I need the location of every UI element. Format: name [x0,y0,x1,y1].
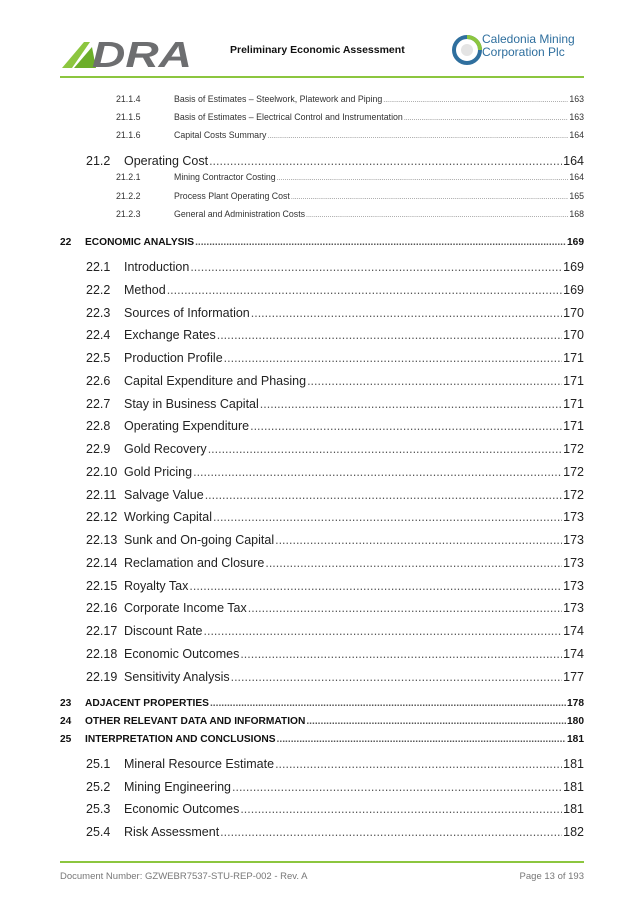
toc-entry-page: 180 [567,716,584,727]
toc-entry-page: 173 [563,533,584,547]
toc-entry-number: 22.15 [86,579,118,593]
toc-leader [240,802,562,816]
toc-entry-title: Method [124,283,166,297]
toc-entry-number: 22.3 [86,306,111,320]
toc-entry-page: 172 [563,465,584,479]
toc-entry-title: Discount Rate [124,624,203,638]
dra-logo [62,36,196,70]
toc-entry[interactable] [60,601,584,615]
toc-entry-page: 165 [569,191,584,201]
toc-leader [232,780,562,794]
toc-entry-page: 181 [563,780,584,794]
toc-leader [210,698,566,709]
toc-entry-title: Basis of Estimates – Electrical Control and Instrumentation [174,112,403,122]
toc-entry[interactable] [60,802,584,816]
toc-entry-title: Capital Expenditure and Phasing [124,374,307,388]
toc-entry-title: Operating Cost [124,154,209,168]
toc-entry-page: 173 [563,601,584,615]
document-number: Document Number: GZWEBR7537-STU-REP-002 - Rev. A [60,871,308,882]
toc-entry-page: 182 [563,825,584,839]
toc-leader [383,97,568,104]
toc-entry-number: 25.1 [86,757,111,771]
toc-entry-number: 22.6 [86,374,111,388]
toc-entry-number: 21.1.5 [116,112,141,122]
toc-entry[interactable] [60,488,584,502]
toc-entry-title: Sensitivity Analysis [124,670,230,684]
toc-entry-title: Exchange Rates [124,328,216,342]
toc-entry-page: 170 [563,306,584,320]
toc-leader [208,442,562,456]
toc-leader [193,465,562,479]
toc-entry[interactable] [60,757,584,771]
toc-leader [231,670,563,684]
toc-entry[interactable] [60,374,584,388]
toc-entry-page: 173 [563,556,584,570]
toc-entry-page: 171 [563,374,584,388]
page-number: Page 13 of 193 [519,871,584,882]
toc-entry-number: 21.2.1 [116,172,141,182]
toc-entry[interactable] [60,510,584,524]
toc-entry[interactable] [60,647,584,661]
toc-leader [260,397,562,411]
toc-leader [275,533,562,547]
toc-leader [248,601,562,615]
toc-entry-title: Basis of Estimates – Steelwork, Platework and Piping [174,94,383,104]
toc-entry[interactable] [60,397,584,411]
toc-entry-title: Working Capital [124,510,213,524]
toc-leader [204,624,563,638]
toc-entry-page: 181 [563,757,584,771]
toc-entry[interactable] [60,465,584,479]
toc-leader [217,328,562,342]
toc-entry-number: 22.1 [86,260,111,274]
caledonia-logo-line2: Corporation Plc [482,45,565,59]
toc-entry-page: 172 [563,488,584,502]
toc-entry-number: 22.18 [86,647,118,661]
footer-rule [60,861,584,863]
toc-leader [189,579,562,593]
toc-entry-number: 22.5 [86,351,111,365]
toc-entry-title: Salvage Value [124,488,204,502]
toc-entry-number: 21.2 [86,154,111,168]
toc-leader [265,556,562,570]
toc-entry[interactable] [60,209,584,219]
caledonia-logo-line1: Caledonia Mining [482,32,575,46]
toc-entry-title: Reclamation and Closure [124,556,265,570]
toc-entry-page: 170 [563,328,584,342]
toc-entry-title: ADJACENT PROPERTIES [85,698,209,709]
header-rule [60,76,584,78]
svg-text:DRA: DRA [92,36,192,70]
toc-entry-number: 21.2.2 [116,191,141,201]
toc-entry[interactable] [60,670,584,684]
toc-leader [251,306,562,320]
toc-entry-number: 22.19 [86,670,118,684]
toc-entry-page: 174 [563,647,584,661]
toc-entry-number: 22.17 [86,624,118,638]
toc-entry-title: Gold Recovery [124,442,207,456]
toc-entry[interactable] [60,112,584,122]
toc-entry-title: Corporate Income Tax [124,601,247,615]
toc-leader [267,133,568,140]
toc-entry-title: Capital Costs Summary [174,130,267,140]
toc-entry-title: Risk Assessment [124,825,220,839]
toc-leader [277,734,566,745]
toc-entry[interactable] [60,533,584,547]
toc-entry-title: General and Administration Costs [174,209,306,219]
toc-entry-title: Gold Pricing [124,465,193,479]
toc-entry[interactable] [60,780,584,794]
toc-entry-page: 168 [569,209,584,219]
toc-entry-page: 181 [563,802,584,816]
toc-entry-page: 171 [563,419,584,433]
toc-entry-page: 163 [569,94,584,104]
toc-leader [205,488,562,502]
toc-entry-title: OTHER RELEVANT DATA AND INFORMATION [85,716,306,727]
page-header [0,0,644,75]
toc-entry-number: 25.4 [86,825,111,839]
toc-entry-number: 25.3 [86,802,111,816]
toc-entry[interactable] [60,94,584,104]
toc-entry-number: 22.11 [86,488,117,502]
toc-entry[interactable] [60,154,584,168]
toc-entry-page: 169 [567,237,584,248]
toc-entry-number: 22.4 [86,328,111,342]
caledonia-logo-text [482,33,575,59]
toc-entry[interactable] [60,579,584,593]
toc-entry-page: 172 [563,442,584,456]
toc-entry[interactable] [60,328,584,342]
toc-leader [224,351,562,365]
toc-entry-page: 178 [567,698,584,709]
toc-leader [306,212,568,219]
toc-leader [250,419,562,433]
toc-leader [275,757,562,771]
toc-entry-title: Royalty Tax [124,579,189,593]
toc-entry-number: 22.10 [86,465,118,479]
toc-entry-page: 164 [569,130,584,140]
toc-entry-page: 169 [563,283,584,297]
toc-entry-number: 24 [60,716,72,727]
toc-entry-title: Economic Outcomes [124,647,240,661]
toc-entry[interactable] [60,734,584,745]
toc-entry-title: Introduction [124,260,190,274]
toc-leader [404,115,568,122]
toc-entry-title: Mining Engineering [124,780,232,794]
toc-leader [277,175,569,182]
toc-entry-number: 22.16 [86,601,118,615]
toc-entry-number: 23 [60,698,72,709]
toc-entry-title: Process Plant Operating Cost [174,191,290,201]
toc-entry-number: 22.9 [86,442,111,456]
toc-entry[interactable] [60,306,584,320]
toc-entry-title: INTERPRETATION AND CONCLUSIONS [85,734,276,745]
toc-leader [213,510,562,524]
toc-leader [240,647,562,661]
toc-entry-page: 174 [563,624,584,638]
toc-entry-number: 22 [60,237,72,248]
toc-entry-title: ECONOMIC ANALYSIS [85,237,195,248]
toc-entry-number: 25.2 [86,780,111,794]
toc-entry-title: Operating Expenditure [124,419,250,433]
toc-entry-title: Production Profile [124,351,223,365]
toc-entry-page: 163 [569,112,584,122]
toc-leader [190,260,562,274]
toc-entry-number: 21.2.3 [116,209,141,219]
toc-entry[interactable] [60,237,584,248]
toc-entry[interactable] [60,556,584,570]
toc-leader [307,374,562,388]
toc-entry-number: 22.13 [86,533,118,547]
toc-entry-page: 177 [563,670,584,684]
toc-entry-page: 171 [563,397,584,411]
toc-entry[interactable] [60,716,584,727]
toc-leader [306,716,566,727]
toc-entry[interactable] [60,130,584,140]
toc-entry-title: Sunk and On-going Capital [124,533,275,547]
toc-entry[interactable] [60,191,584,201]
toc-entry-page: 173 [563,510,584,524]
toc-entry-page: 169 [563,260,584,274]
toc-leader [167,283,562,297]
toc-entry[interactable] [60,624,584,638]
document-title: Preliminary Economic Assessment [230,44,405,56]
toc-entry[interactable] [60,260,584,274]
toc-entry-number: 22.8 [86,419,111,433]
toc-entry[interactable] [60,419,584,433]
toc-entry-number: 22.12 [86,510,118,524]
toc-leader [220,825,562,839]
toc-entry[interactable] [60,351,584,365]
toc-entry[interactable] [60,442,584,456]
toc-leader [209,154,562,168]
toc-leader [291,194,568,201]
toc-entry[interactable] [60,172,584,182]
toc-entry-number: 22.7 [86,397,111,411]
toc-leader [195,237,566,248]
toc-entry-page: 164 [563,154,584,168]
toc-entry-number: 22.2 [86,283,111,297]
toc-entry-page: 171 [563,351,584,365]
toc-entry-title: Sources of Information [124,306,250,320]
toc-entry-page: 181 [567,734,584,745]
toc-entry-title: Economic Outcomes [124,802,240,816]
toc-entry-number: 21.1.4 [116,94,141,104]
toc-entry[interactable] [60,825,584,839]
toc-entry[interactable] [60,698,584,709]
toc-entry-title: Mining Contractor Costing [174,172,276,182]
toc-entry-number: 22.14 [86,556,118,570]
toc-entry-page: 164 [569,172,584,182]
toc-entry-number: 21.1.6 [116,130,141,140]
toc-entry-page: 173 [563,579,584,593]
toc-entry[interactable] [60,283,584,297]
toc-entry-title: Mineral Resource Estimate [124,757,275,771]
toc-entry-number: 25 [60,734,72,745]
toc-entry-title: Stay in Business Capital [124,397,259,411]
